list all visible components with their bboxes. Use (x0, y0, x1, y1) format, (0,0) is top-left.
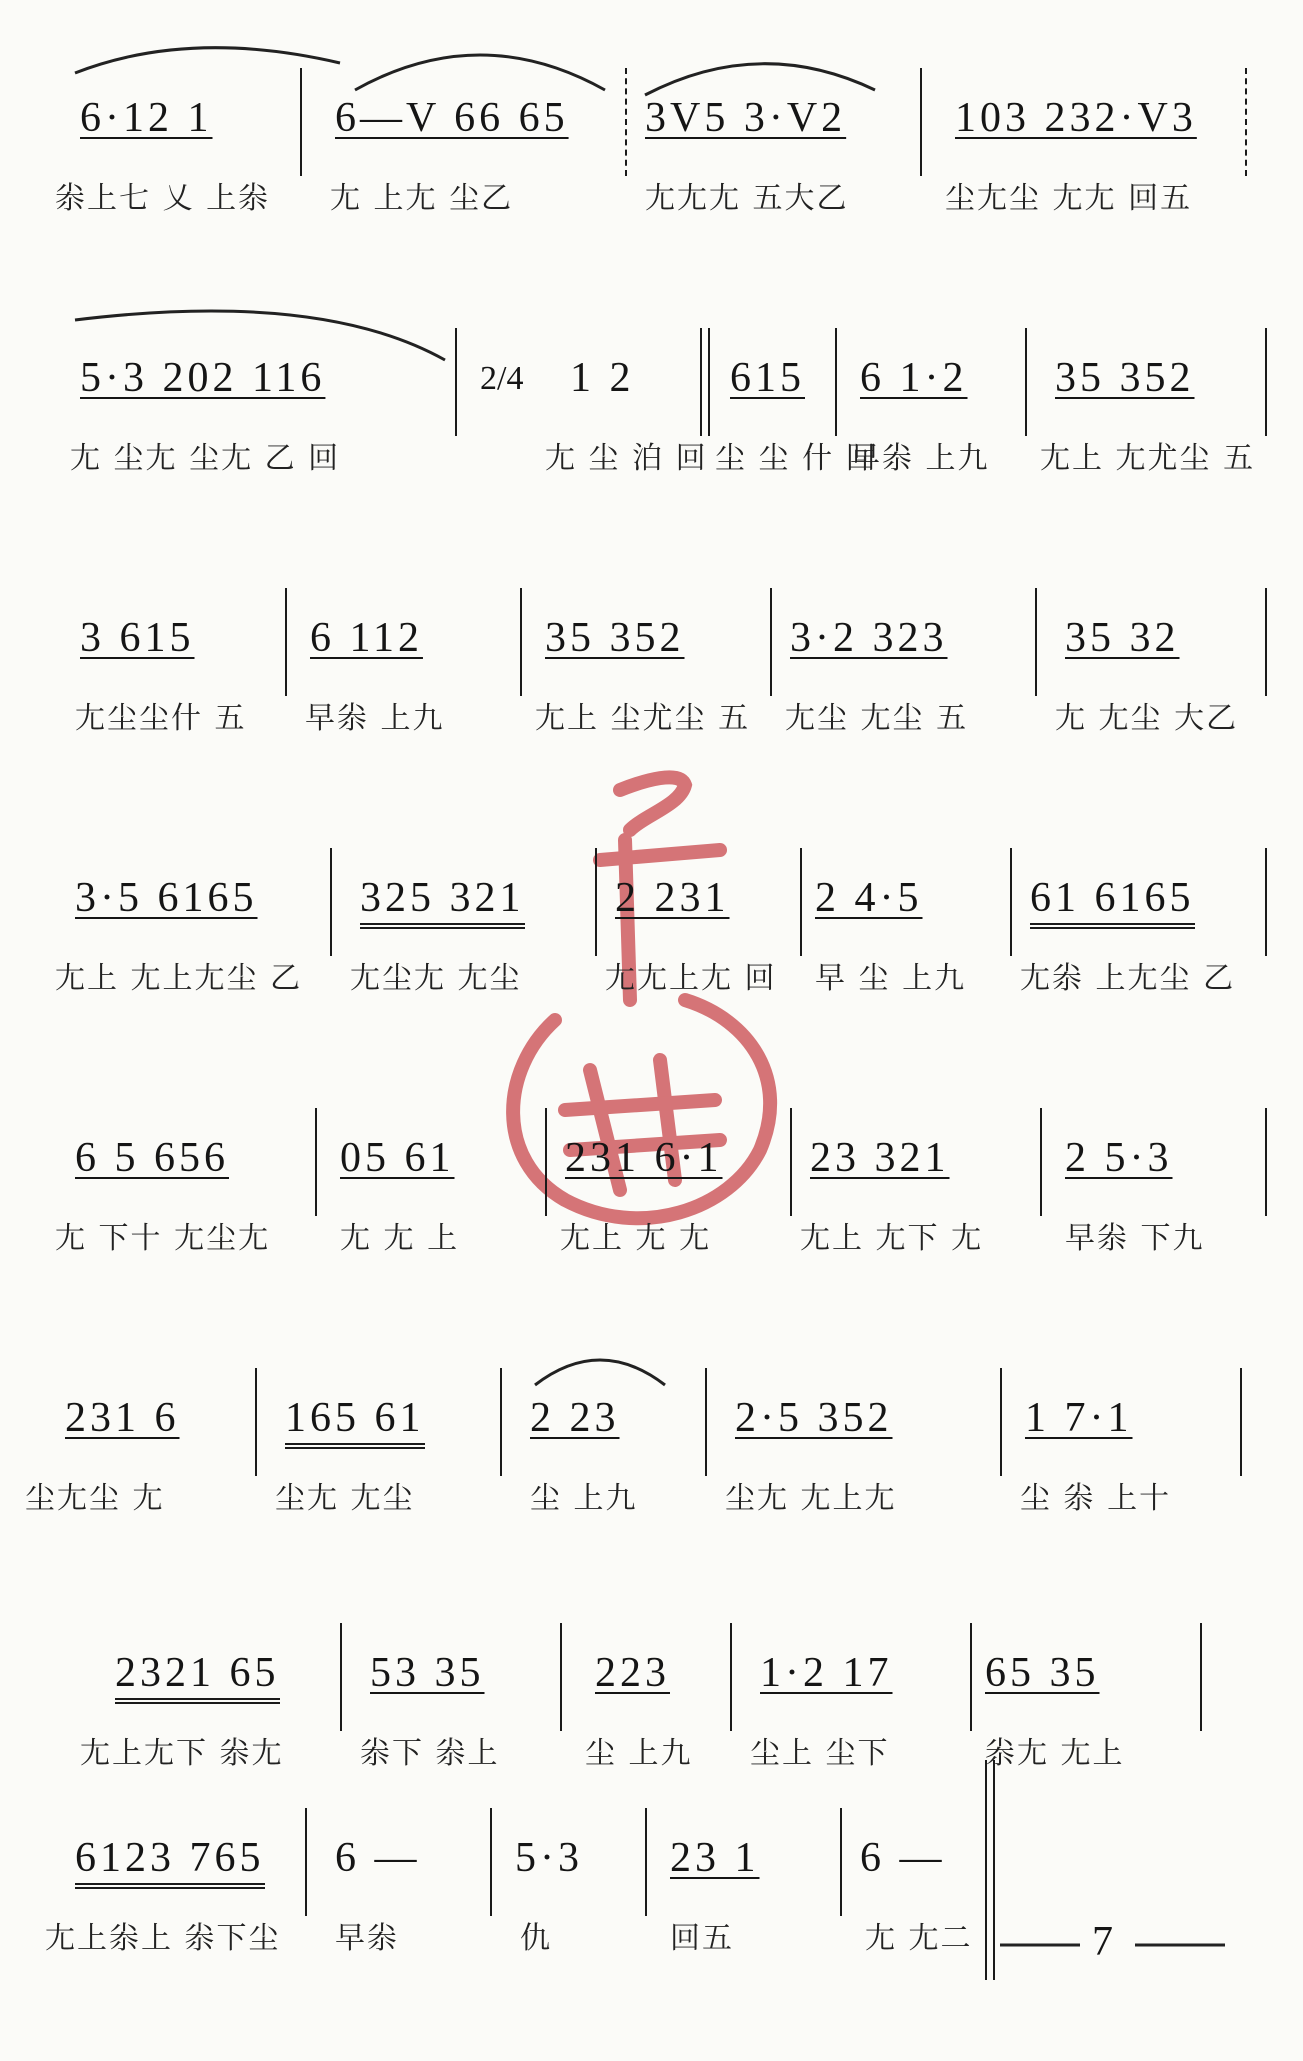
measure-notes: 3 615 (80, 615, 195, 661)
measure-tablature: 尘 上九 (530, 1481, 638, 1516)
system-4 (0, 840, 1303, 1060)
measure-notes: 61 6165 (1030, 874, 1195, 929)
measure-tablature: 尢上 尢尤尘 五 (1040, 441, 1256, 476)
measure-notes: 2 231 (615, 875, 730, 921)
measure-tablature: 尢尘 尢尘 五 (785, 701, 969, 736)
measure-tablature: 尢 尘 泊 回 (545, 441, 708, 476)
measure-notes: 1 2 (570, 355, 635, 401)
barline (1240, 1368, 1242, 1476)
measure-notes: 2 4·5 (815, 875, 923, 921)
measure-tablature: 尢上 尘尤尘 五 (535, 701, 751, 736)
measure-tablature: 尜下 尜上 (360, 1736, 500, 1771)
measure-notes: 23 1 (670, 1835, 760, 1881)
bracket-number: 7 (1092, 1919, 1113, 1965)
measure-notes: 103 232·V3 (955, 95, 1197, 141)
measure-tablature: 尜尢 尢上 (985, 1736, 1125, 1771)
slur (350, 40, 610, 100)
barline (560, 1623, 562, 1731)
measure-notes: 6 112 (310, 615, 423, 661)
measure-notes: 3V5 3·V2 (645, 95, 847, 141)
barline (840, 1808, 842, 1916)
measure-tablature: 尘尢 尢尘 (275, 1481, 415, 1516)
measure-tablature: 尢尢尢 五大乙 (645, 181, 849, 216)
barline (520, 588, 522, 696)
measure-tablature: 尢上尜上 尜下尘 (45, 1921, 281, 1956)
measure-notes: 6·12 1 (80, 95, 213, 141)
barline (1000, 1368, 1002, 1476)
measure-notes: 6—V 66 65 (335, 95, 569, 141)
barline-dashed (1245, 68, 1247, 176)
measure-notes: 5·3 202 116 (80, 355, 326, 401)
measure-tablature: 尢尢上尢 回 (605, 961, 777, 996)
measure-tablature: 尢 尘尢 尘尢 乙 回 (70, 441, 341, 476)
barline (1265, 328, 1267, 436)
measure-tablature: 尢 尢尘 大乙 (1055, 701, 1239, 736)
measure-tablature: 尢尘尘什 五 (75, 701, 247, 736)
barline (595, 848, 597, 956)
barline (285, 588, 287, 696)
measure-tablature: 尘上 尘下 (750, 1736, 890, 1771)
barline (1040, 1108, 1042, 1216)
measure-tablature: 尢 尢二 (865, 1921, 973, 1956)
measure-tablature: 仇 (520, 1921, 552, 1956)
measure-notes: 3·2 323 (790, 615, 948, 661)
barline (1265, 1108, 1267, 1216)
measure-tablature: 尘 尜 上十 (1020, 1481, 1172, 1516)
measure-notes: 3·5 6165 (75, 875, 258, 921)
measure-notes: 615 (730, 355, 805, 401)
measure-tablature: 尢 尢 上 (340, 1221, 460, 1256)
bracket-line (1000, 1940, 1230, 1950)
measure-tablature: 尘 上九 (585, 1736, 693, 1771)
measure-notes: 05 61 (340, 1135, 455, 1181)
measure-notes: 6123 765 (75, 1834, 265, 1889)
measure-notes: 65 35 (985, 1650, 1100, 1696)
barline (770, 588, 772, 696)
system-8 (0, 1800, 1303, 2020)
measure-tablature: 尘尢 尢上尢 (725, 1481, 897, 1516)
barline (340, 1623, 342, 1731)
measure-tablature: 尢上 尢 尢 (560, 1221, 712, 1256)
measure-notes: 35 352 (545, 615, 685, 661)
slur (640, 50, 880, 100)
barline (1265, 588, 1267, 696)
measure-tablature: 尘 尘 什 回 (715, 441, 878, 476)
measure-tablature: 尢上尢下 尜尢 (80, 1736, 284, 1771)
barline (305, 1808, 307, 1916)
system-5 (0, 1100, 1303, 1320)
barline-double (700, 328, 710, 436)
barline (970, 1623, 972, 1731)
measure-tablature: 尢上 尢上尢尘 乙 (55, 961, 303, 996)
barline (500, 1368, 502, 1476)
barline (455, 328, 457, 436)
barline (1200, 1623, 1202, 1731)
measure-notes: 6 5 656 (75, 1135, 229, 1181)
measure-tablature: 早尜 上九 (850, 441, 990, 476)
barline (790, 1108, 792, 1216)
barline (730, 1623, 732, 1731)
barline (490, 1808, 492, 1916)
measure-tablature: 尜上七 乂 上尜 (55, 181, 271, 216)
barline (645, 1808, 647, 1916)
measure-notes: 2·5 352 (735, 1395, 893, 1441)
measure-notes: 23 321 (810, 1135, 950, 1181)
system-2 (0, 320, 1303, 540)
measure-tablature: 早尜 (335, 1921, 399, 1956)
barline (920, 68, 922, 176)
barline (300, 68, 302, 176)
measure-notes: 1 7·1 (1025, 1395, 1133, 1441)
measure-tablature: 早尜 下九 (1065, 1221, 1205, 1256)
measure-notes: 2 5·3 (1065, 1135, 1173, 1181)
barline (330, 848, 332, 956)
measure-notes: 165 61 (285, 1394, 425, 1449)
measure-notes: 231 6·1 (565, 1135, 723, 1181)
measure-notes: 223 (595, 1650, 670, 1696)
measure-notes: 2 23 (530, 1395, 620, 1441)
measure-notes: 6 — (860, 1835, 946, 1881)
measure-notes: 1·2 17 (760, 1650, 893, 1696)
barline (1265, 848, 1267, 956)
system-3 (0, 580, 1303, 800)
measure-notes: 35 32 (1065, 615, 1180, 661)
system-6 (0, 1360, 1303, 1580)
barline (800, 848, 802, 956)
measure-tablature: 回五 (670, 1921, 734, 1956)
measure-notes: 53 35 (370, 1650, 485, 1696)
measure-tablature: 尘尢尘 尢尢 回五 (945, 181, 1193, 216)
barline (835, 328, 837, 436)
slur (70, 300, 450, 360)
measure-tablature: 尢 下十 尢尘尢 (55, 1221, 271, 1256)
measure-notes: 231 6 (65, 1395, 180, 1441)
measure-notes: 6 1·2 (860, 355, 968, 401)
slur (70, 38, 350, 78)
barline (545, 1108, 547, 1216)
measure-notes: 325 321 (360, 874, 525, 929)
barline (1035, 588, 1037, 696)
measure-tablature: 早尜 上九 (305, 701, 445, 736)
measure-tablature: 尢尜 上尢尘 乙 (1020, 961, 1236, 996)
slur (530, 1350, 670, 1390)
final-double-barline (985, 1760, 995, 1980)
barline-dashed (625, 68, 627, 176)
measure-tablature: 尢尘尢 尢尘 (350, 961, 522, 996)
barline (315, 1108, 317, 1216)
measure-tablature: 尢上 尢下 尢 (800, 1221, 984, 1256)
measure-tablature: 尢 上尢 尘乙 (330, 181, 514, 216)
measure-tablature: 早 尘 上九 (815, 961, 967, 996)
measure-tablature: 尘尢尘 尢 (25, 1481, 165, 1516)
barline (1025, 328, 1027, 436)
measure-notes: 6 — (335, 1835, 421, 1881)
system-1 (0, 60, 1303, 280)
measure-notes: 2321 65 (115, 1649, 280, 1704)
measure-notes: 5·3 (515, 1835, 583, 1881)
time-signature: 2/4 (480, 360, 524, 397)
barline (255, 1368, 257, 1476)
measure-notes: 35 352 (1055, 355, 1195, 401)
barline (1010, 848, 1012, 956)
barline (705, 1368, 707, 1476)
